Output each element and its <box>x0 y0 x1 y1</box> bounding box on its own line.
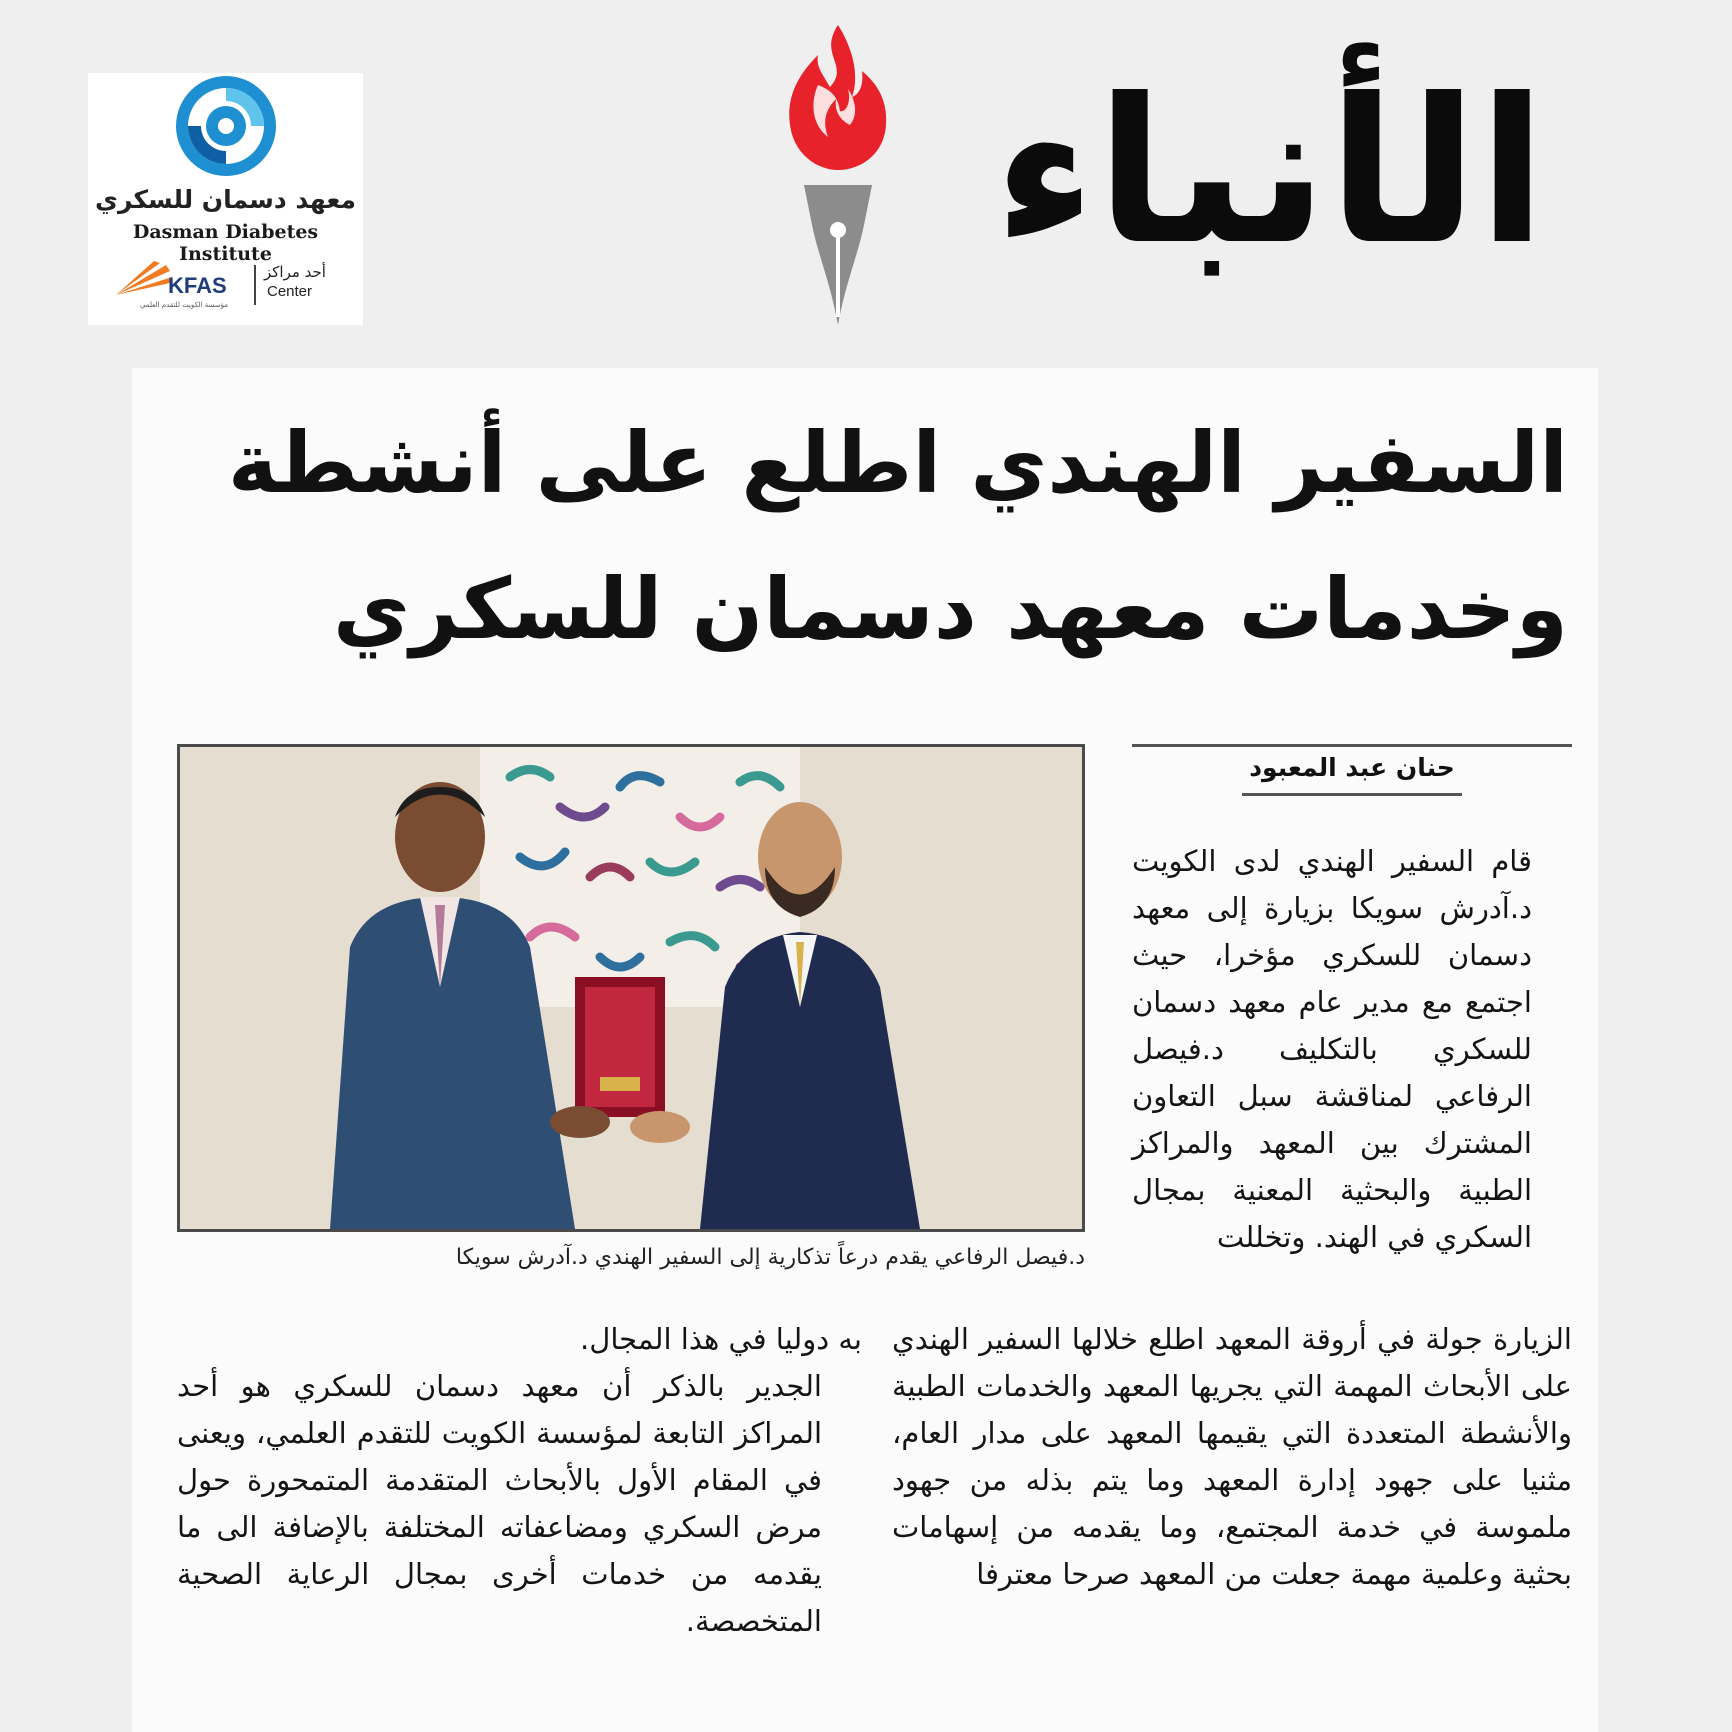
headline-line-1: السفير الهندي اطلع على أنشطة <box>227 414 1568 512</box>
article-column-top <box>1132 838 1572 1261</box>
article-headline <box>168 390 1568 682</box>
photo-caption: د.فيصل الرفاعي يقدم درعاً تذكارية إلى السفير الهندي د.آدرش سويكا <box>455 1245 1085 1270</box>
article-photo <box>177 744 1085 1232</box>
kfas-label: KFAS <box>168 273 227 298</box>
article-paragraph: الزيارة جولة في أروقة المعهد اطلع خلالها السفير الهندي على الأبحاث المهمة التي يجريها المعهد والخدمات الطبية والأنشطة المتعددة التي يقيمها المعهد على مدار العام، مثنيا على جهود إدارة المعهد وما يتم بذله من جهود ملموسة في خدمة المجتمع، وما يقدمه من إسهامات بحثية وعلمية مهمة جعلت من المعهد صرحا معترفا <box>892 1322 1572 1591</box>
kfas-subtitle: مؤسسة الكويت للتقدم العلمي <box>139 301 229 309</box>
divider <box>254 265 256 305</box>
byline-rule <box>1132 744 1572 747</box>
institute-name-english: Dasman Diabetes Institute <box>132 221 319 265</box>
center-label-arabic: أحد مراكز <box>264 263 326 281</box>
institute-logo-card <box>88 73 363 325</box>
article-clipping <box>132 368 1598 1732</box>
flame-pen-torch-icon <box>778 25 898 325</box>
kfas-affiliation <box>114 257 344 317</box>
byline: حنان عبد المعبود <box>1249 753 1455 782</box>
article-paragraph: الجدير بالذكر أن معهد دسمان للسكري هو أحد المراكز التابعة لمؤسسة الكويت للتقدم العلمي، ويعنى في المقام الأول بالأبحاث المتقدمة المتمحورة حول مرض السكري ومضاعفاته المختلفة بالإضافة الى ما يقدمه من خدمات أخرى بمجال الرعاية الصحية المتخصصة. <box>177 1369 822 1638</box>
institute-name-arabic: معهد دسمان للسكري <box>95 185 356 214</box>
article-column-bottom-left <box>177 1316 862 1645</box>
byline-rule <box>1242 793 1462 796</box>
article-paragraph: قام السفير الهندي لدى الكويت د.آدرش سويكا بزيارة إلى معهد دسمان للسكري مؤخرا، حيث اجتمع مع مدير عام معهد دسمان للسكري بالتكليف د.فيصل الرفاعي لمناقشة سبل التعاون المشترك بين المعهد والمراكز الطبية والبحثية المعنية بمجال السكري في الهند. وتخللت <box>1132 844 1532 1254</box>
center-label-english: Center <box>267 283 313 300</box>
newspaper-masthead: الأنباء <box>993 56 1547 289</box>
article-column-bottom-right <box>892 1316 1572 1598</box>
headline-line-2: وخدمات معهد دسمان للسكري <box>332 560 1568 658</box>
article-paragraph: به دوليا في هذا المجال. <box>580 1322 862 1356</box>
institute-swirl-logo-icon <box>173 73 279 179</box>
ambassador-meeting-photo <box>180 747 1082 1229</box>
